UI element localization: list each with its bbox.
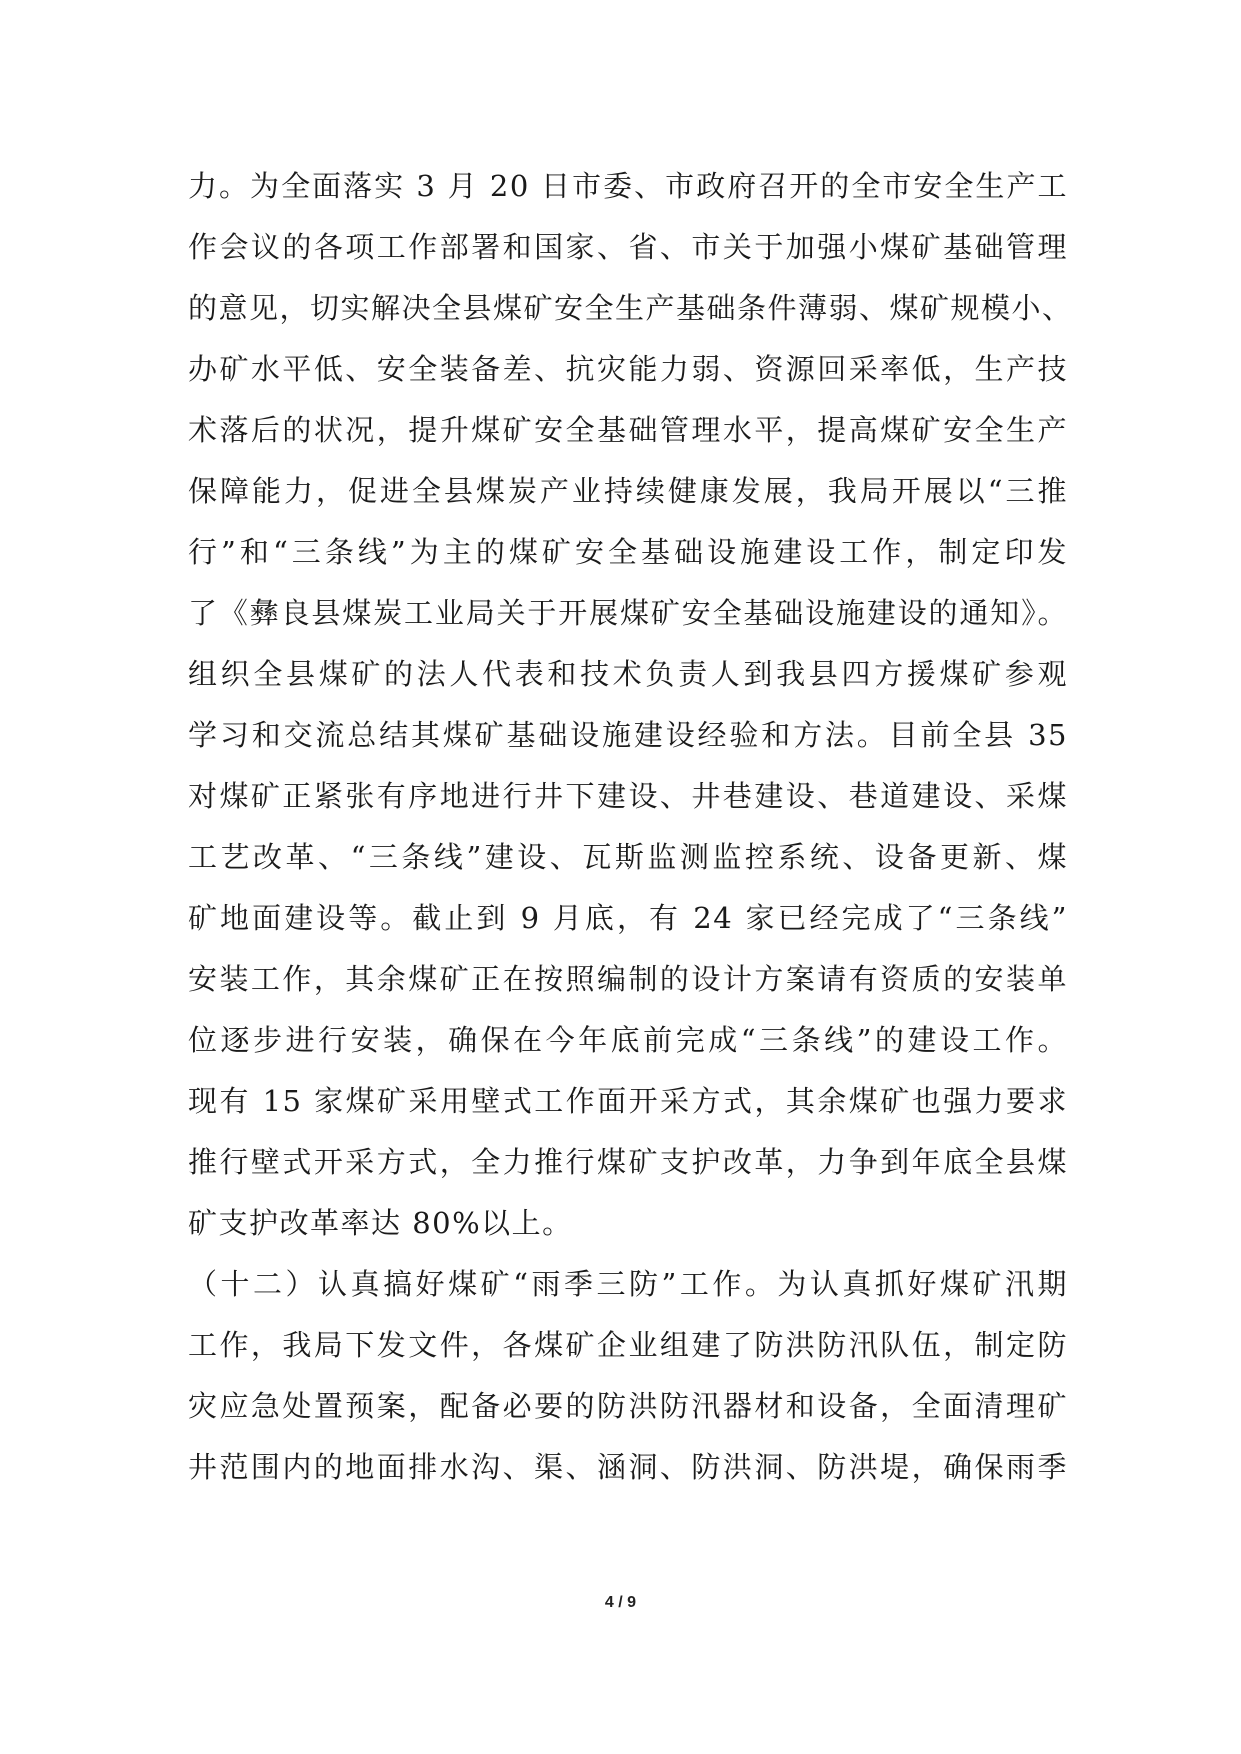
text-line: 现有 15 家煤矿采用壁式工作面开采方式，其余煤矿也强力要求	[188, 1084, 1068, 1118]
text-line: 对煤矿正紧张有序地进行井下建设、井巷建设、巷道建设、采煤	[188, 779, 1068, 813]
text-line: 的意见，切实解决全县煤矿安全生产基础条件薄弱、煤矿规模小、	[188, 291, 1073, 325]
text-line: 术落后的状况，提升煤矿安全基础管理水平，提高煤矿安全生产	[188, 413, 1068, 447]
text-line: 行”和“三条线”为主的煤矿安全基础设施建设工作，制定印发	[188, 535, 1068, 569]
page-number: 4 / 9	[604, 1594, 637, 1611]
text-line: 安装工作，其余煤矿正在按照编制的设计方案请有资质的安装单	[188, 962, 1068, 996]
text-line: 学习和交流总结其煤矿基础设施建设经验和方法。目前全县 35	[188, 718, 1068, 752]
text-line: 灾应急处置预案，配备必要的防洪防汛器材和设备，全面清理矿	[188, 1389, 1068, 1423]
text-line: 矿支护改革率达 80%以上。	[188, 1206, 573, 1240]
text-line: 矿地面建设等。截止到 9 月底，有 24 家已经完成了“三条线”	[188, 901, 1068, 935]
text-line: 工作，我局下发文件，各煤矿企业组建了防洪防汛队伍，制定防	[188, 1328, 1068, 1362]
text-line: 作会议的各项工作部署和国家、省、市关于加强小煤矿基础管理	[188, 230, 1068, 264]
text-line: 工艺改革、“三条线”建设、瓦斯监测监控系统、设备更新、煤	[188, 840, 1068, 874]
text-line: 办矿水平低、安全装备差、抗灾能力弱、资源回采率低，生产技	[188, 352, 1068, 386]
body-text	[188, 156, 1073, 1498]
text-line: 了《彝良县煤炭工业局关于开展煤矿安全基础设施建设的通知》。	[188, 596, 1068, 630]
text-line: 推行壁式开采方式，全力推行煤矿支护改革，力争到年底全县煤	[188, 1145, 1068, 1179]
text-line: （十二）认真搞好煤矿“雨季三防”工作。为认真抓好煤矿汛期	[188, 1267, 1068, 1301]
text-line: 力。为全面落实 3 月 20 日市委、市政府召开的全市安全生产工	[188, 169, 1068, 203]
text-line: 组织全县煤矿的法人代表和技术负责人到我县四方援煤矿参观	[188, 657, 1068, 691]
text-line: 位逐步进行安装，确保在今年底前完成“三条线”的建设工作。	[188, 1023, 1068, 1057]
text-line: 井范围内的地面排水沟、渠、涵洞、防洪洞、防洪堤，确保雨季	[188, 1450, 1068, 1484]
text-line: 保障能力，促进全县煤炭产业持续健康发展，我局开展以“三推	[188, 474, 1068, 508]
